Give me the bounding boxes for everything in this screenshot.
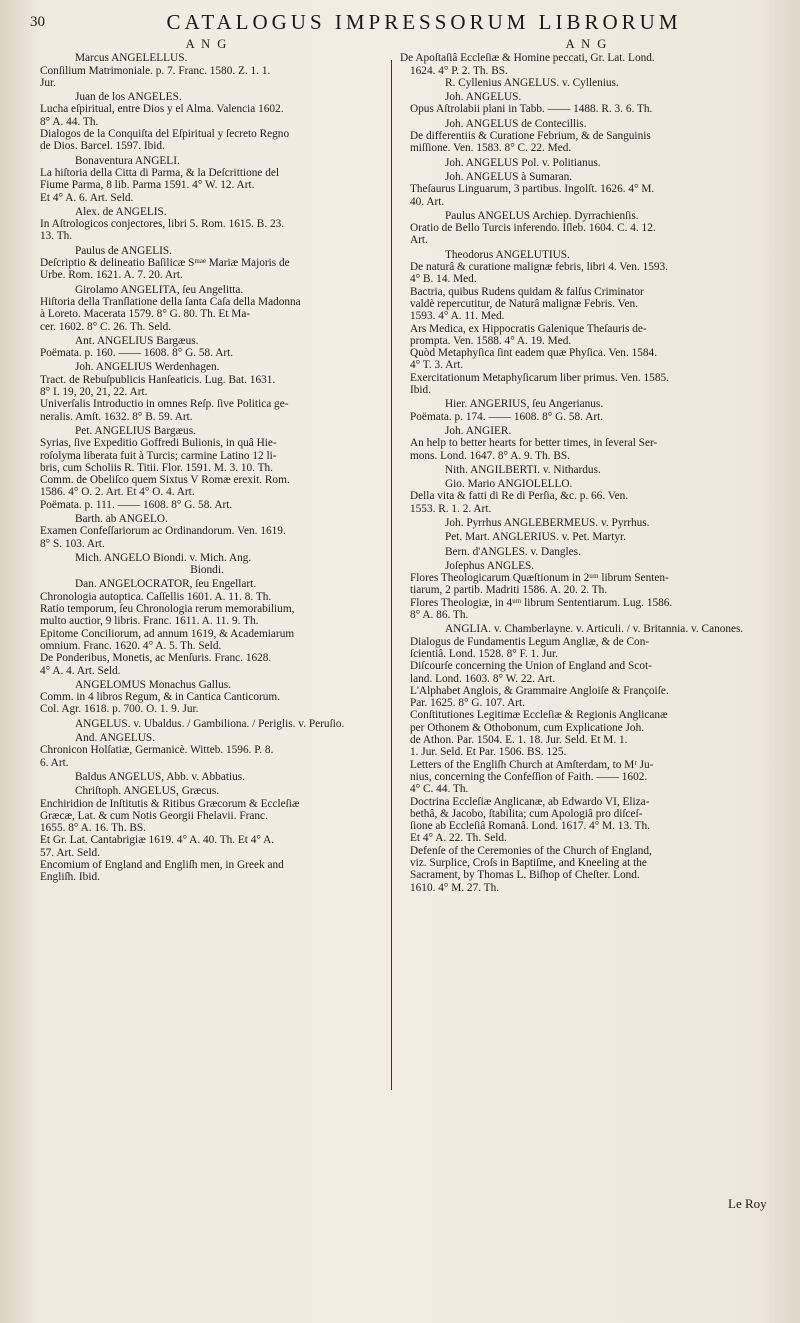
catalog-entry (400, 560, 774, 621)
entry-line: Biondi. (190, 564, 224, 577)
entry-line: Chronicon Holſatiæ, Germanicè. Witteb. 1596. P. 8. (40, 744, 274, 757)
entry-line: mons. Lond. 1647. 8° A. 9. Th. BS. (410, 449, 570, 462)
entry-line: An help to better hearts for better times, in ſeveral Ser- (410, 437, 658, 450)
entry-line: Joh. ANGELUS à Sumaran. (445, 170, 573, 183)
catalog-entry (400, 249, 774, 397)
left-column-head: A N G (185, 37, 229, 51)
entry-line: Chriſtoph. ANGELUS, Græcus. (75, 785, 220, 798)
catalog-entry (30, 91, 384, 152)
entry-line: Sacrament, by Thomas L. Biſhop of Cheſter. Lond. (410, 869, 640, 882)
entry-line: Joh. ANGELIUS Werdenhagen. (75, 361, 220, 374)
entry-line: Flores Theologiæ, in 4ᵘᵐ librum Sententiarum. Lug. 1586. (410, 596, 673, 609)
entry-line: 57. Art. Seld. (40, 846, 100, 859)
catalog-entry (400, 210, 774, 247)
entry-line: Flores Theologicarum Quæſtionum in 2ᵘᵐ librum Senten- (410, 572, 669, 585)
entry-line: 1593. 4° A. 11. Med. (410, 310, 505, 323)
catalog-entry (30, 679, 384, 716)
entry-line: Bern. d'ANGLES. v. Dangles. (445, 545, 581, 558)
right-column-head: A N G (565, 37, 609, 51)
entry-line: Jur. (40, 76, 57, 89)
catalog-entry (400, 425, 774, 462)
page-title: CATALOGUS IMPRESSORUM LIBRORUM (166, 10, 682, 34)
entry-line: Joh. ANGIER. (445, 424, 512, 437)
entry-line: Epitome Conciliorum, ad annum 1619, & Academiarum (40, 627, 295, 640)
entry-line: à Loreto. Macerata 1579. 8° G. 80. Th. Et Ma- (40, 308, 251, 321)
entry-line: Et 4° A. 22. Th. Seld. (410, 832, 507, 845)
entry-line: Chronologia autoptica. Caſſellis 1601. A. 11. 8. Th. (40, 590, 272, 603)
catalog-entry (30, 155, 384, 204)
entry-line: Joh. Pyrrhus ANGLEBERMEUS. v. Pyrrhus. (445, 516, 650, 529)
entry-line: Et Gr. Lat. Cantabrigiæ 1619. 4° A. 40. Th. Et 4° A. (40, 834, 275, 847)
entry-line: 13. Th. (40, 230, 73, 243)
entry-line: Hiſtoria della Tranſlatione della ſanta Caſa della Madonna (40, 295, 301, 308)
right-entries (400, 52, 774, 894)
catalog-entry (30, 52, 384, 89)
entry-line: Univerſalis Introductio in omnes Reſp. ſive Politica ge- (40, 398, 289, 411)
catalog-entry (400, 91, 774, 116)
entry-line: bris, cum Scholiis R. Titii. Flor. 1591. M. 3. 10. Th. (40, 461, 273, 474)
entry-line: Joh. ANGELUS. (445, 91, 522, 104)
entry-line: Letters of the Engliſh Church at Amſterdam, to Mʳ Ju- (410, 758, 654, 771)
entry-line: Encomium of England and Engliſh men, in Greek and (40, 859, 284, 871)
entry-line: Græcæ, Lat. & cum Notis Georgii Fhelavii. Franc. (40, 809, 268, 822)
catalog-entry (30, 206, 384, 243)
entry-line: 1. Jur. Seld. Et Par. 1506. BS. 125. (410, 746, 567, 759)
entry-line: 1553. R. 1. 2. Art. (410, 502, 492, 515)
entry-line: de Athon. Par. 1504. E. 1. 18. Jur. Seld. Et M. 1. (410, 734, 628, 747)
left-column (30, 38, 384, 886)
catalog-entry (30, 771, 384, 783)
entry-line: per Othonem & Othobonum, cum Explicatione Joh. (410, 721, 645, 734)
entry-line: Mich. ANGELO Biondi. v. Mich. Ang. (75, 551, 252, 564)
entry-line: R. Cyllenius ANGELUS. v. Cyllenius. (445, 76, 619, 89)
right-column (400, 38, 774, 896)
entry-line: Art. (410, 234, 428, 247)
catalog-entry (400, 478, 774, 515)
entry-line: Doctrina Eccleſiæ Anglicanæ, ab Edwardo VI, Eliza- (410, 795, 650, 808)
entry-line: Joſephus ANGLES. (445, 559, 535, 572)
page-number: 30 (30, 14, 45, 30)
entry-line: Baldus ANGELUS, Abb. v. Abbatius. (75, 770, 245, 783)
catalog-entry (30, 513, 384, 550)
entry-line: Dialogos de la Conquiſta del Eſpiritual y ſecreto Regno (40, 128, 290, 141)
entry-line: La hiſtoria della Citta di Parma, & la Deſcrittione del (40, 166, 280, 179)
entry-line: Barth. ab ANGELO. (75, 512, 168, 525)
entry-line: Ibid. (410, 384, 432, 397)
entry-line: Comm. in 4 libros Regum, & in Cantica Canticorum. (40, 691, 281, 704)
entry-line: Girolamo ANGELITA, ſeu Angelitta. (75, 283, 244, 296)
entry-line: land. Lond. 1603. 8° W. 22. Art. (410, 672, 556, 685)
entry-line: Hier. ANGERIUS, ſeu Angerianus. (445, 398, 604, 411)
catalog-entry (30, 361, 384, 422)
catalog-entry (30, 245, 384, 282)
entry-line: 6. Art. (40, 756, 69, 769)
entry-line: miſſione. Ven. 1583. 8° C. 22. Med. (410, 142, 572, 155)
entry-line: Engliſh. Ibid. (40, 871, 100, 884)
entry-line: Conſilium Matrimoniale. p. 7. Franc. 1580. Z. 1. 1. (40, 64, 271, 77)
entry-line: 8° A. 44. Th. (40, 115, 99, 128)
entry-line: Comm. de Obeliſco quem Sixtus V Romæ erexit. Rom. (40, 474, 290, 487)
entry-line: Tract. de Rebuſpublicis Hanſeaticis. Lug. Bat. 1631. (40, 373, 276, 386)
entry-line: Defenſe of the Ceremonies of the Church of England, (410, 844, 652, 857)
entry-line: Poëmata. p. 160. —— 1608. 8° G. 58. Art. (40, 347, 234, 360)
entry-line: Dan. ANGELOCRATOR, ſeu Engellart. (75, 578, 257, 591)
entry-line: And. ANGELUS. (75, 732, 156, 745)
entry-line: De differentiis & Curatione Febrium, & de Sanguinis (410, 130, 651, 143)
entry-line: Pet. ANGELIUS Bargæus. (75, 424, 196, 437)
entry-line: Joh. ANGELUS de Contecillis. (445, 117, 587, 130)
entry-line: neralis. Amſt. 1632. 8° B. 59. Art. (40, 410, 193, 423)
entry-line: Juan de los ANGELES. (75, 91, 182, 104)
entry-line: Quòd Metaphyſica ſint eadem quæ Phyſica. Ven. 1584. (410, 347, 658, 360)
entry-line: Diſcourſe concerning the Union of England and Scot- (410, 660, 652, 673)
entry-line: Marcus ANGELELLUS. (75, 52, 188, 65)
catalog-entry (400, 623, 774, 894)
entry-line: In Aſtrologicos conjectores, libri 5. Rom. 1615. B. 23. (40, 218, 285, 231)
entry-line: Poëmata. p. 111. —— 1608. 8° G. 58. Art. (40, 498, 233, 511)
entry-line: Oratio de Bello Turcis inferendo. Iſleb. 1604. C. 4. 12. (410, 222, 656, 235)
entry-line: Pet. Mart. ANGLERIUS. v. Pet. Martyr. (445, 531, 626, 544)
entry-line: Theſaurus Linguarum, 3 partibus. Ingolſt. 1626. 4° M. (410, 183, 655, 196)
entry-line: Enchiridion de Inſtitutis & Ritibus Græcorum & Eccleſiæ (40, 797, 300, 810)
catalog-entry (400, 398, 774, 423)
catalog-entry (400, 464, 774, 476)
catalog-entry (400, 157, 774, 169)
entry-line: 4° A. 4. Art. Seld. (40, 664, 121, 677)
entry-line: de Dios. Barcel. 1597. Ibid. (40, 140, 165, 153)
entry-line: 8° A. 86. Th. (410, 609, 469, 622)
entry-line: Joh. ANGELUS Pol. v. Politianus. (445, 156, 601, 169)
entry-line: Paulus de ANGELIS. (75, 244, 172, 257)
entry-line: Gio. Mario ANGIOLELLO. (445, 478, 573, 491)
catchword: Le Roy (728, 1196, 767, 1211)
entry-line: 1655. 8° A. 16. Th. BS. (40, 822, 146, 835)
entry-line: ſcientiâ. Lond. 1528. 8° F. 1. Jur. (410, 647, 558, 660)
entry-line: Ars Medica, ex Hippocratis Galenique Theſauris de- (410, 322, 647, 335)
left-entries (30, 52, 384, 883)
entry-line: Deſcriptio & delineatio Baſilicæ Sᵐᵃᵉ Mariæ Majoris de (40, 257, 290, 270)
entry-line: Paulus ANGELUS Archiep. Dyrrachienſis. (445, 209, 639, 222)
entry-line: Ratio temporum, ſeu Chronologia rerum memorabilium, (40, 603, 295, 616)
entry-line: valdè repercutitur, de Naturâ malignæ Febris. Ven. (410, 297, 639, 310)
entry-line: bethâ, & Jacobo, ſtabilita; cum Apologiâ pro diſceſ- (410, 807, 643, 820)
entry-line: Ant. ANGELIUS Bargæus. (75, 334, 199, 347)
entry-line: ſione ab Eccleſiâ Romanâ. Lond. 1617. 4° M. 13. Th. (410, 820, 650, 833)
entry-line: Bonaventura ANGELI. (75, 154, 180, 167)
catalog-entry (30, 335, 384, 360)
entry-line: Poëmata. p. 174. —— 1608. 8° G. 58. Art. (410, 410, 604, 423)
entry-line: nius, concerning the Confeſſion of Faith. —— 1602. (410, 770, 648, 783)
entry-line: L'Alphabet Anglois, & Grammaire Angloiſe & Françoiſe. (410, 684, 669, 697)
catalog-entry (400, 52, 774, 89)
catalog-entry (400, 517, 774, 529)
entry-line: Theodorus ANGELUTIUS. (445, 248, 570, 261)
catalog-entry (400, 171, 774, 208)
entry-line: Lucha eſpiritual, entre Dios y el Alma. Valencia 1602. (40, 103, 284, 116)
entry-line: 8° S. 103. Art. (40, 537, 105, 550)
catalog-entry (30, 732, 384, 769)
entry-line: 1586. 4° O. 2. Art. Et 4° O. 4. Art. (40, 486, 195, 499)
entry-line: cer. 1602. 8° C. 26. Th. Seld. (40, 320, 172, 333)
entry-line: 1624. 4° P. 2. Th. BS. (410, 64, 508, 77)
entry-line: Della vita & fatti di Re di Perſia, &c. p. 66. Ven. (410, 490, 629, 503)
running-head (0, 8, 800, 38)
entry-line: Col. Agr. 1618. p. 700. O. 1. 9. Jur. (40, 703, 199, 716)
entry-line: omnium. Franc. 1620. 4° A. 5. Th. Seld. (40, 639, 222, 652)
entry-line: Nith. ANGILBERTI. v. Nithardus. (445, 463, 601, 476)
entry-line: multo auctior, 9 libris. Franc. 1611. A. 11. 9. Th. (40, 615, 259, 628)
entry-line: Syrias, ſive Expeditio Goffredi Bulionis, in quâ Hie- (40, 437, 277, 450)
entry-line: ANGLIA. v. Chamberlayne. v. Articuli. / v. Britannia. v. Canones. (445, 623, 744, 636)
entry-line: roſolyma liberata fuit à Turcis; carmine Latino 12 li- (40, 449, 277, 462)
catalog-entry (30, 425, 384, 511)
entry-line: Exercitationum Metaphyſicarum liber primus. Ven. 1585. (410, 371, 669, 384)
entry-line: Par. 1625. 8° G. 107. Art. (410, 697, 525, 710)
catalog-entry (30, 552, 384, 577)
entry-line: ANGELUS. v. Ubaldus. / Gambiliona. / Periglis. v. Peruſio. (75, 717, 345, 730)
entry-line: 4° B. 14. Med. (410, 273, 477, 286)
entry-line: Dialogus de Fundamentis Legum Angliæ, & de Con- (410, 635, 650, 648)
column-divider (391, 60, 392, 1090)
entry-line: 4° T. 3. Art. (410, 359, 464, 372)
entry-line: 4° C. 44. Th. (410, 783, 469, 796)
entry-line: Examen Confeſſariorum ac Ordinandorum. Ven. 1619. (40, 525, 286, 538)
entry-line: Conſtitutiones Legitimæ Eccleſiæ & Regionis Anglicanæ (410, 709, 668, 722)
entry-line: 8° I. 19, 20, 21, 22. Art. (40, 386, 148, 399)
entry-line: Alex. de ANGELIS. (75, 205, 167, 218)
catalog-entry (30, 284, 384, 333)
entry-line: viz. Surplice, Croſs in Baptiſme, and Kneeling at the (410, 857, 647, 869)
entry-line: Urbe. Rom. 1621. A. 7. 20. Art. (40, 269, 183, 282)
catalog-entry (400, 118, 774, 155)
catalog-entry (30, 578, 384, 676)
entry-line: Opus Aſtrolabii plani in Tabb. —— 1488. R. 3. 6. Th. (410, 103, 653, 116)
entry-line: prompta. Ven. 1588. 4° A. 19. Med. (410, 334, 572, 347)
catalog-entry (30, 718, 384, 730)
entry-line: Et 4° A. 6. Art. Seld. (40, 191, 134, 204)
entry-line: De Apoſtaſiâ Eccleſiæ & Homine peccati, Gr. Lat. Lond. (400, 52, 655, 65)
entry-line: De Ponderibus, Monetis, ac Menſuris. Franc. 1628. (40, 652, 272, 665)
catalog-entry (30, 785, 384, 883)
entry-line: Fiume Parma, 8 lib. Parma 1591. 4° W. 12. Art. (40, 179, 255, 192)
catalog-entry (400, 546, 774, 558)
entry-line: 1610. 4° M. 27. Th. (410, 881, 500, 894)
entry-line: De naturâ & curatione malignæ febris, libri 4. Ven. 1593. (410, 261, 668, 274)
entry-line: Bactria, quibus Rudens quidam & falſus Criminator (410, 285, 644, 298)
catalog-entry (400, 531, 774, 543)
entry-line: tiarum, 2 partib. Madriti 1586. A. 20. 2. Th. (410, 584, 608, 597)
entry-line: 40. Art. (410, 195, 445, 208)
entry-line: ANGELOMUS Monachus Gallus. (75, 678, 231, 691)
